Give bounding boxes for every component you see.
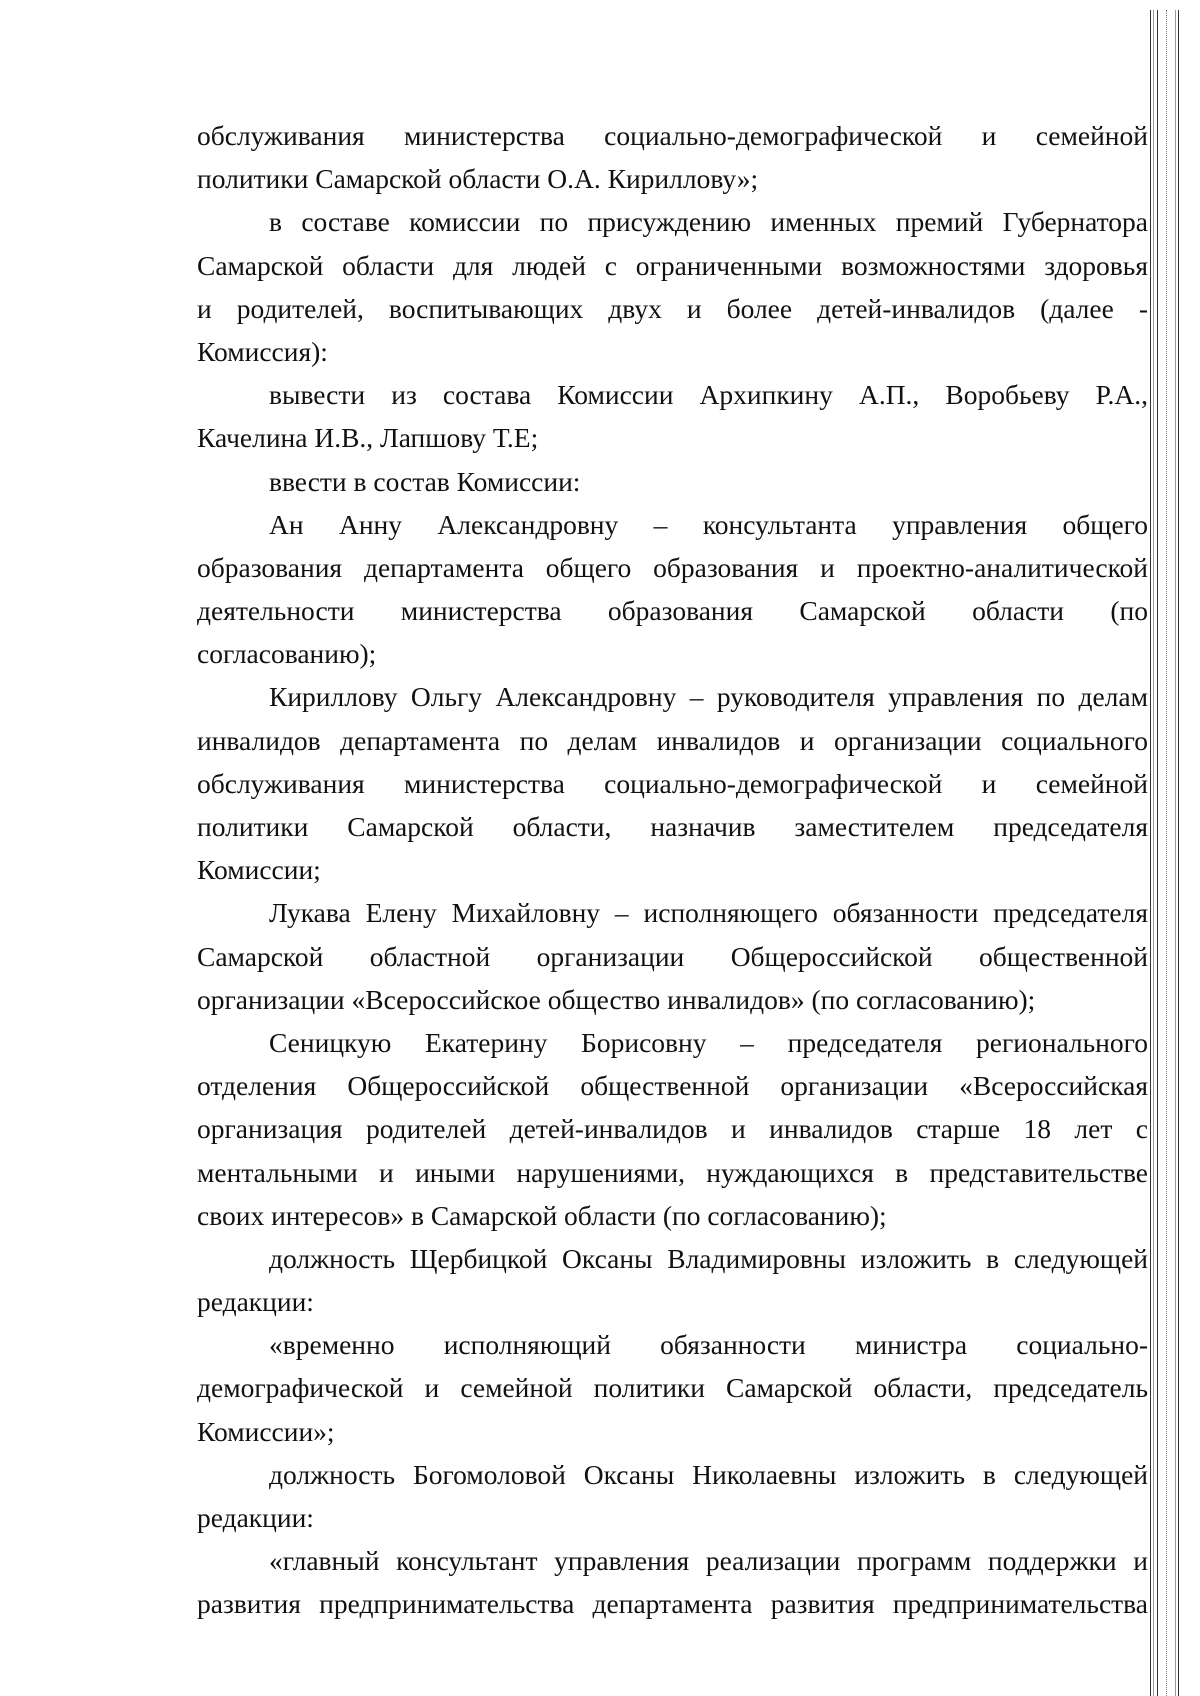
text-line: Самарской областной организации Общероссийской общественной xyxy=(197,940,1148,972)
text-line: отделения Общероссийской общественной организации «Всероссийская xyxy=(197,1070,1148,1102)
text-line: политики Самарской области О.А. Кириллову»; xyxy=(197,163,759,195)
text-line: «главный консультант управления реализации программ поддержки и xyxy=(269,1545,1148,1577)
text-line: обслуживания министерства социально-демографической и семейной xyxy=(197,120,1148,151)
text-line: своих интересов» в Самарской области (по согласованию); xyxy=(197,1199,887,1231)
text-line: Лукава Елену Михайловну – исполняющего обязанности председателя xyxy=(269,897,1148,929)
text-line: обслуживания министерства социально-демографической и семейной xyxy=(197,767,1148,799)
scan-edge-line xyxy=(1166,10,1167,1696)
text-line: Самарской области для людей с ограниченными возможностями здоровья xyxy=(197,249,1148,281)
text-line: организации «Всероссийское общество инвалидов» (по согласованию); xyxy=(197,983,1036,1015)
text-line: инвалидов департамента по делам инвалидов и организации социального xyxy=(197,724,1148,756)
text-line: «временно исполняющий обязанности министра социально- xyxy=(269,1329,1148,1361)
text-line: Комиссия): xyxy=(197,335,328,367)
scan-edge-line xyxy=(1157,10,1158,1696)
document-body xyxy=(197,114,1148,1626)
text-line: Кириллову Ольгу Александровну – руководителя управления по делам xyxy=(269,681,1148,713)
text-line: редакции: xyxy=(197,1502,314,1533)
text-line: должность Богомоловой Оксаны Николаевны изложить в следующей xyxy=(269,1458,1148,1490)
text-line: Сеницкую Екатерину Борисовну – председателя регионального xyxy=(269,1026,1148,1058)
text-line: Комиссии; xyxy=(197,854,321,886)
text-line: Ан Анну Александровну – консультанта управления общего xyxy=(269,508,1148,540)
text-line: организация родителей детей-инвалидов и инвалидов старше 18 лет с xyxy=(197,1113,1148,1145)
text-line: должность Щербицкой Оксаны Владимировны изложить в следующей xyxy=(269,1242,1148,1274)
scan-edge-line xyxy=(1150,10,1151,1696)
scan-edge-line xyxy=(1175,10,1176,1696)
text-line: согласованию); xyxy=(197,638,377,670)
text-line: ввести в состав Комиссии: xyxy=(269,465,581,497)
text-line: в составе комиссии по присуждению именных премий Губернатора xyxy=(269,206,1148,238)
scan-edge-line xyxy=(1153,10,1154,1696)
text-line: развития предпринимательства департамента развития предпринимательства xyxy=(197,1588,1148,1620)
text-line: демографической и семейной политики Самарской области, председатель xyxy=(197,1372,1148,1404)
text-line: вывести из состава Комиссии Архипкину А.П., Воробьеву Р.А., xyxy=(269,379,1148,411)
text-line: политики Самарской области, назначив заместителем председателя xyxy=(197,811,1148,842)
scan-edge-line xyxy=(1178,10,1179,1696)
text-line: Качелина И.В., Лапшову Т.Е; xyxy=(197,422,539,454)
text-line: и родителей, воспитывающих двух и более детей-инвалидов (далее - xyxy=(197,292,1148,324)
text-line: деятельности министерства образования Самарской области (по xyxy=(197,595,1148,627)
text-line: ментальными и иными нарушениями, нуждающихся в представительстве xyxy=(197,1156,1148,1188)
text-line: редакции: xyxy=(197,1286,314,1318)
text-line: Комиссии»; xyxy=(197,1415,335,1447)
text-line: образования департамента общего образования и проектно-аналитической xyxy=(197,551,1148,583)
